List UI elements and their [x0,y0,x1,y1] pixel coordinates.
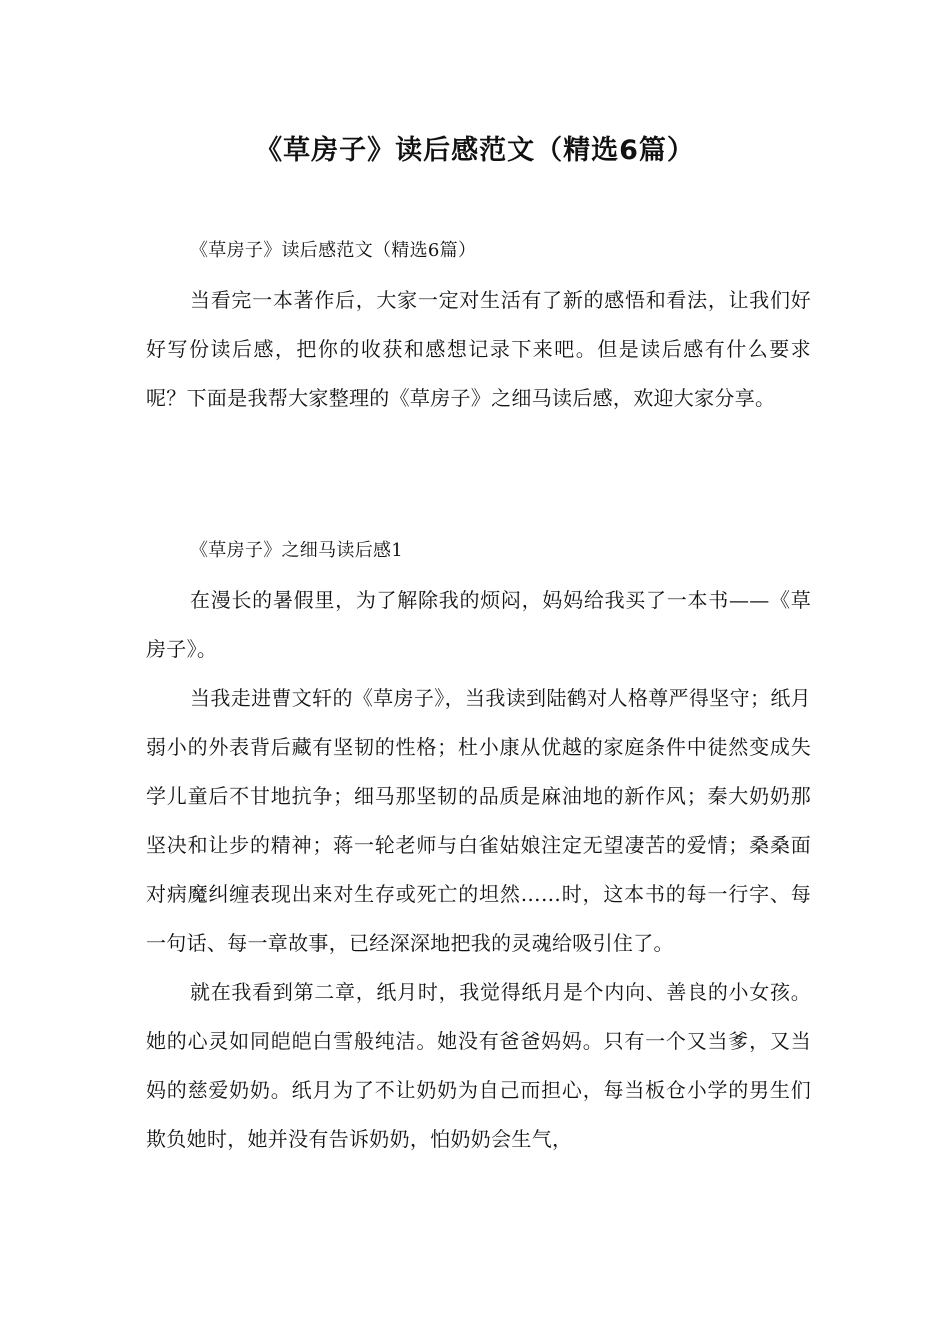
body-paragraph: 在漫长的暑假里，为了解除我的烦闷，妈妈给我买了一本书——《草房子》。 [146,588,811,661]
section1-body [146,576,811,1164]
document-subtitle: 《草房子》读后感范文（精选6篇） [190,240,477,261]
body-paragraph: 当我走进曹文轩的《草房子》，当我读到陆鹤对人格尊严得坚守；纸月弱小的外表背后藏有坚韧的性格；杜小康从优越的家庭条件中徒然变成失学儿童后不甘地抗争；细马那坚韧的品质是麻油地的新作风；秦大奶奶那坚决和让步的精神；蒋一轮老师与白雀姑娘注定无望凄苦的爱情；桑桑面对病魔纠缠表现出来对生存或死亡的坦然……时，这本书的每一行字、每一句话、每一章故事，已经深深地把我的灵魂给吸引住了。 [146,686,811,955]
document-title: 《草房子》读后感范文（精选6篇） [255,135,695,166]
intro-block [146,276,811,423]
intro-paragraph: 当看完一本著作后，大家一定对生活有了新的感悟和看法，让我们好好写份读后感，把你的收获和感想记录下来吧。但是读后感有什么要求呢？下面是我帮大家整理的《草房子》之细马读后感，欢迎大家分享。 [146,288,811,410]
section-heading: 《草房子》之细马读后感1 [190,540,404,561]
intro-heading-block [146,226,811,275]
section1-heading-block [146,526,811,575]
body-paragraph: 就在我看到第二章，纸月时，我觉得纸月是个内向、善良的小女孩。她的心灵如同皑皑白雪般纯洁。她没有爸爸妈妈。只有一个又当爹，又当妈的慈爱奶奶。纸月为了不让奶奶为自己而担心，每当板仓小学的男生们欺负她时，她并没有告诉奶奶，怕奶奶会生气， [146,980,811,1151]
